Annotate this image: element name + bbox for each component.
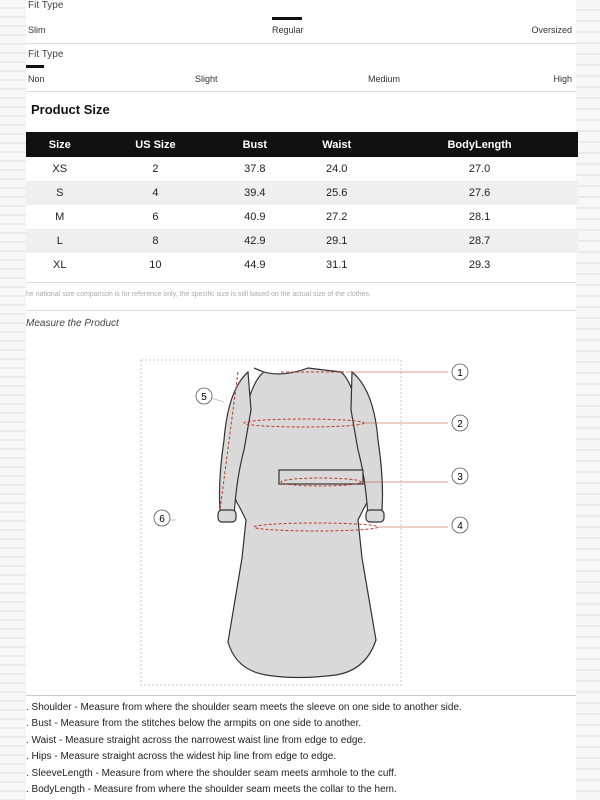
marker-1-icon [452,364,468,380]
table-row [26,205,578,229]
fit-option-slim: Slim [28,25,46,35]
svg-text:4: 4 [457,521,463,532]
left-cuff [218,510,236,522]
divider [26,282,576,283]
fit-option-regular: Regular [272,25,304,35]
cell-size: XS [52,163,68,175]
cell-bust: 39.4 [217,181,292,205]
page-right-margin [576,0,600,800]
header-waist: Waist [292,132,381,157]
svg-text:2: 2 [457,419,463,430]
instruction-bust: . Bust - Measure from the stitches below the armpits on one side to another. [26,718,362,730]
instruction-waist: . Waist - Measure straight across the narrowest waist line from edge to edge. [26,734,366,746]
cell-bodylength: 29.3 [468,259,491,271]
fit-option-high: High [553,74,572,84]
product-size-title: Product Size [31,102,110,117]
cell-waist: 31.1 [326,259,348,271]
cell-size: L [26,229,94,253]
cell-waist: 29.1 [292,229,381,253]
header-size: Size [26,132,94,157]
fit-option-oversized: Oversized [531,25,572,35]
marker-6-icon [154,510,170,526]
instruction-sleeve-length: . SleeveLength - Measure from where the shoulder seam meets armhole to the cuff. [26,767,397,779]
size-guide-sheet [26,0,576,800]
instruction-body-length: . BodyLength - Measure from where the shoulder seam meets the collar to the hem. [26,784,397,796]
svg-text:1: 1 [457,368,463,379]
table-row [26,157,578,181]
table-header-row [26,132,578,157]
cell-bodylength: 27.0 [468,163,491,175]
cell-waist: 27.2 [326,211,348,223]
cell-bust: 42.9 [217,229,292,253]
marker-4-icon [452,517,468,533]
size-table [26,132,578,277]
page-left-margin [0,0,26,800]
cell-size: XL [53,259,67,271]
table-row [26,253,578,277]
cell-bodylength: 28.7 [381,229,578,253]
header-bust: Bust [217,132,292,157]
divider [26,310,576,311]
size-disclaimer-note: he national size comparison is for reference only, the specific size is still based on the actual size of the clothes. [26,291,371,298]
cell-bodylength: 27.6 [381,181,578,205]
measure-product-title: Measure the Product [26,318,119,329]
fit-selected-indicator [272,17,302,20]
divider [26,43,576,44]
header-us-size: US Size [94,132,218,157]
cell-bust: 37.8 [244,163,266,175]
marker-3-icon [452,468,468,484]
cell-bust: 40.9 [244,211,266,223]
cell-waist: 25.6 [292,181,381,205]
cell-size: M [55,211,65,223]
instruction-hips: . Hips - Measure straight across the widest hip line from edge to edge. [26,751,337,763]
marker-2-icon [452,415,468,431]
fit-type-label: Fit Type [28,0,64,11]
table-row [26,181,578,205]
sleeve-leader [211,398,224,402]
cell-us-size: 2 [152,163,159,175]
cell-bodylength: 28.1 [468,211,491,223]
svg-text:6: 6 [159,514,165,525]
fit-option-non: Non [28,74,45,84]
waist-band [279,470,363,484]
table-row [26,229,578,253]
right-cuff [366,510,384,522]
fit-option-medium: Medium [368,74,401,84]
dress-measurement-diagram [136,350,476,695]
fit-option-slight: Slight [195,74,218,84]
cell-size: S [26,181,94,205]
divider [26,91,576,92]
cell-us-size: 4 [94,181,218,205]
marker-5-icon [196,388,212,404]
cell-bust: 44.9 [244,259,266,271]
measurement-instructions [26,700,576,798]
cell-waist: 24.0 [326,163,348,175]
header-bodylength: BodyLength [381,132,578,157]
cell-us-size: 10 [149,259,162,271]
fit-type-label: Fit Type [28,49,64,60]
svg-text:5: 5 [201,392,207,403]
svg-text:3: 3 [457,472,463,483]
fit-selected-indicator [26,65,44,68]
cell-us-size: 6 [152,211,159,223]
divider [26,695,576,696]
instruction-shoulder: . Shoulder - Measure from where the shoulder seam meets the sleeve on one side to another side. [26,702,462,713]
cell-us-size: 8 [94,229,218,253]
